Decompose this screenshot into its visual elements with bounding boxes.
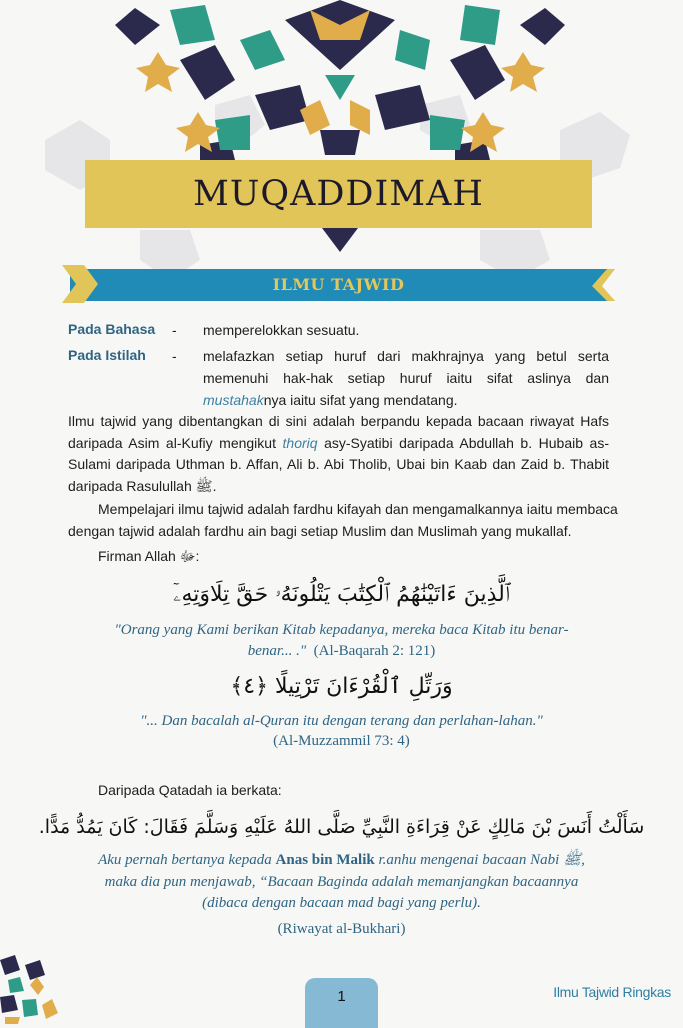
arabic-text: سَأَلْتُ أَنَسَ بْنَ مَالِكٍ عَنْ قِرَاءَةِ النَّبِيِّ صَلَّى اللهُ عَلَيْهِ وَسَلَّمَ فَقَالَ: كَانَ يَمُدُّ مَدًّا.	[38, 816, 645, 838]
definition-text-bahasa: memperelokkan sesuatu.	[203, 322, 360, 338]
verse-reference: (Al-Muzzammil 73: 4)	[273, 733, 410, 749]
hadith-reference: (Riwayat al-Bukhari)	[277, 921, 406, 937]
narrator-name: Anas bin Malik	[275, 852, 375, 868]
page-number: 1	[337, 988, 346, 1005]
text-span: daripada Asim al-Kufiy mengikut	[68, 434, 283, 451]
text-span: Aku pernah bertanya kepada	[98, 852, 276, 868]
definition-label-bahasa: Pada Bahasa	[68, 321, 156, 337]
text-line	[68, 433, 609, 455]
section-heading: ILMU TAJWID	[272, 274, 405, 294]
text-line: melafazkan setiap huruf dari makhrajnya yang betul serta	[203, 348, 609, 364]
definition-dash: -	[172, 322, 177, 338]
page-number-tab	[305, 978, 378, 1028]
text-line: Ilmu tajwid yang dibentangkan di sini adalah berpandu kepada bacaan riwayat Hafs	[68, 413, 609, 429]
hadith-intro: Daripada Qatadah ia berkata:	[98, 782, 282, 798]
title-banner	[85, 160, 592, 228]
arabic-verse-muzzammil	[0, 669, 683, 705]
text-line	[0, 850, 683, 872]
text-line: (dibaca dengan bacaan mad bagi yang perlu).	[202, 895, 481, 911]
text-span: r.anhu mengenai bacaan Nabi ﷺ,	[374, 852, 585, 868]
hadith-translation	[0, 850, 683, 915]
paragraph-hukum	[68, 499, 618, 542]
text-line	[0, 641, 683, 662]
definition-text-istilah	[203, 345, 609, 411]
firman-allah-intro: Firman Allah ﷻ:	[98, 548, 200, 564]
text-line: daripada Rasulullah ﷺ.	[68, 477, 217, 494]
arabic-verse-baqarah	[0, 578, 683, 612]
italic-term: thoriq	[282, 434, 318, 451]
text-span: nya iaitu sifat yang mendatang.	[263, 392, 458, 408]
corner-pattern-decoration	[0, 955, 60, 1024]
paragraph-riwayat	[68, 411, 609, 497]
definition-label-istilah: Pada Istilah	[68, 347, 146, 363]
arabic-text: وَرَتِّلِ ٱلْقُرْءَانَ تَرْتِيلًا ﴿٤﴾	[230, 674, 453, 699]
definition-dash: -	[172, 348, 177, 364]
arabic-text: ٱلَّذِينَ ءَاتَيْنَٰهُمُ ٱلْكِتَٰبَ يَتْلُونَهُۥ حَقَّ تِلَاوَتِهِۦٓ	[173, 582, 510, 607]
verse-reference: (Al-Baqarah 2: 121)	[313, 643, 436, 659]
text-line: maka dia pun menjawab, “Bacaan Baginda adalah memanjangkan bacaannya	[104, 873, 579, 890]
book-title-logo: Ilmu Tajwid Ringkas	[553, 984, 671, 1000]
text-line: Mempelajari ilmu tajwid adalah fardhu kifayah dan mengamalkannya iaitu membaca	[98, 501, 618, 517]
page-title: MUQADDIMAH	[193, 174, 484, 214]
text-span: asy-Syatibi daripada Abdullah b. Hubaib as-	[317, 434, 609, 451]
verse-translation-muzzammil: "... Dan bacalah al-Quran itu dengan terang dan perlahan-lahan."	[140, 713, 543, 729]
text-span: benar... ."	[247, 643, 307, 659]
verse-translation-baqarah	[0, 620, 683, 662]
text-line	[203, 389, 609, 411]
text-line: memenuhi hak-hak setiap huruf iaitu sifat aslinya dan	[203, 370, 609, 386]
text-line: dengan tajwid adalah fardhu ain bagi setiap Muslim dan Muslimah yang mukallaf.	[68, 522, 572, 539]
text-line: "Orang yang Kami berikan Kitab kepadanya, mereka baca Kitab itu benar-	[114, 622, 569, 638]
text-line: Sulami daripada Uthman b. Affan, Ali b. Abi Tholib, Ubai bin Kaab dan Zaid b. Thabit	[68, 456, 609, 472]
arabic-hadith	[0, 810, 683, 844]
italic-term: mustahak	[203, 392, 264, 408]
